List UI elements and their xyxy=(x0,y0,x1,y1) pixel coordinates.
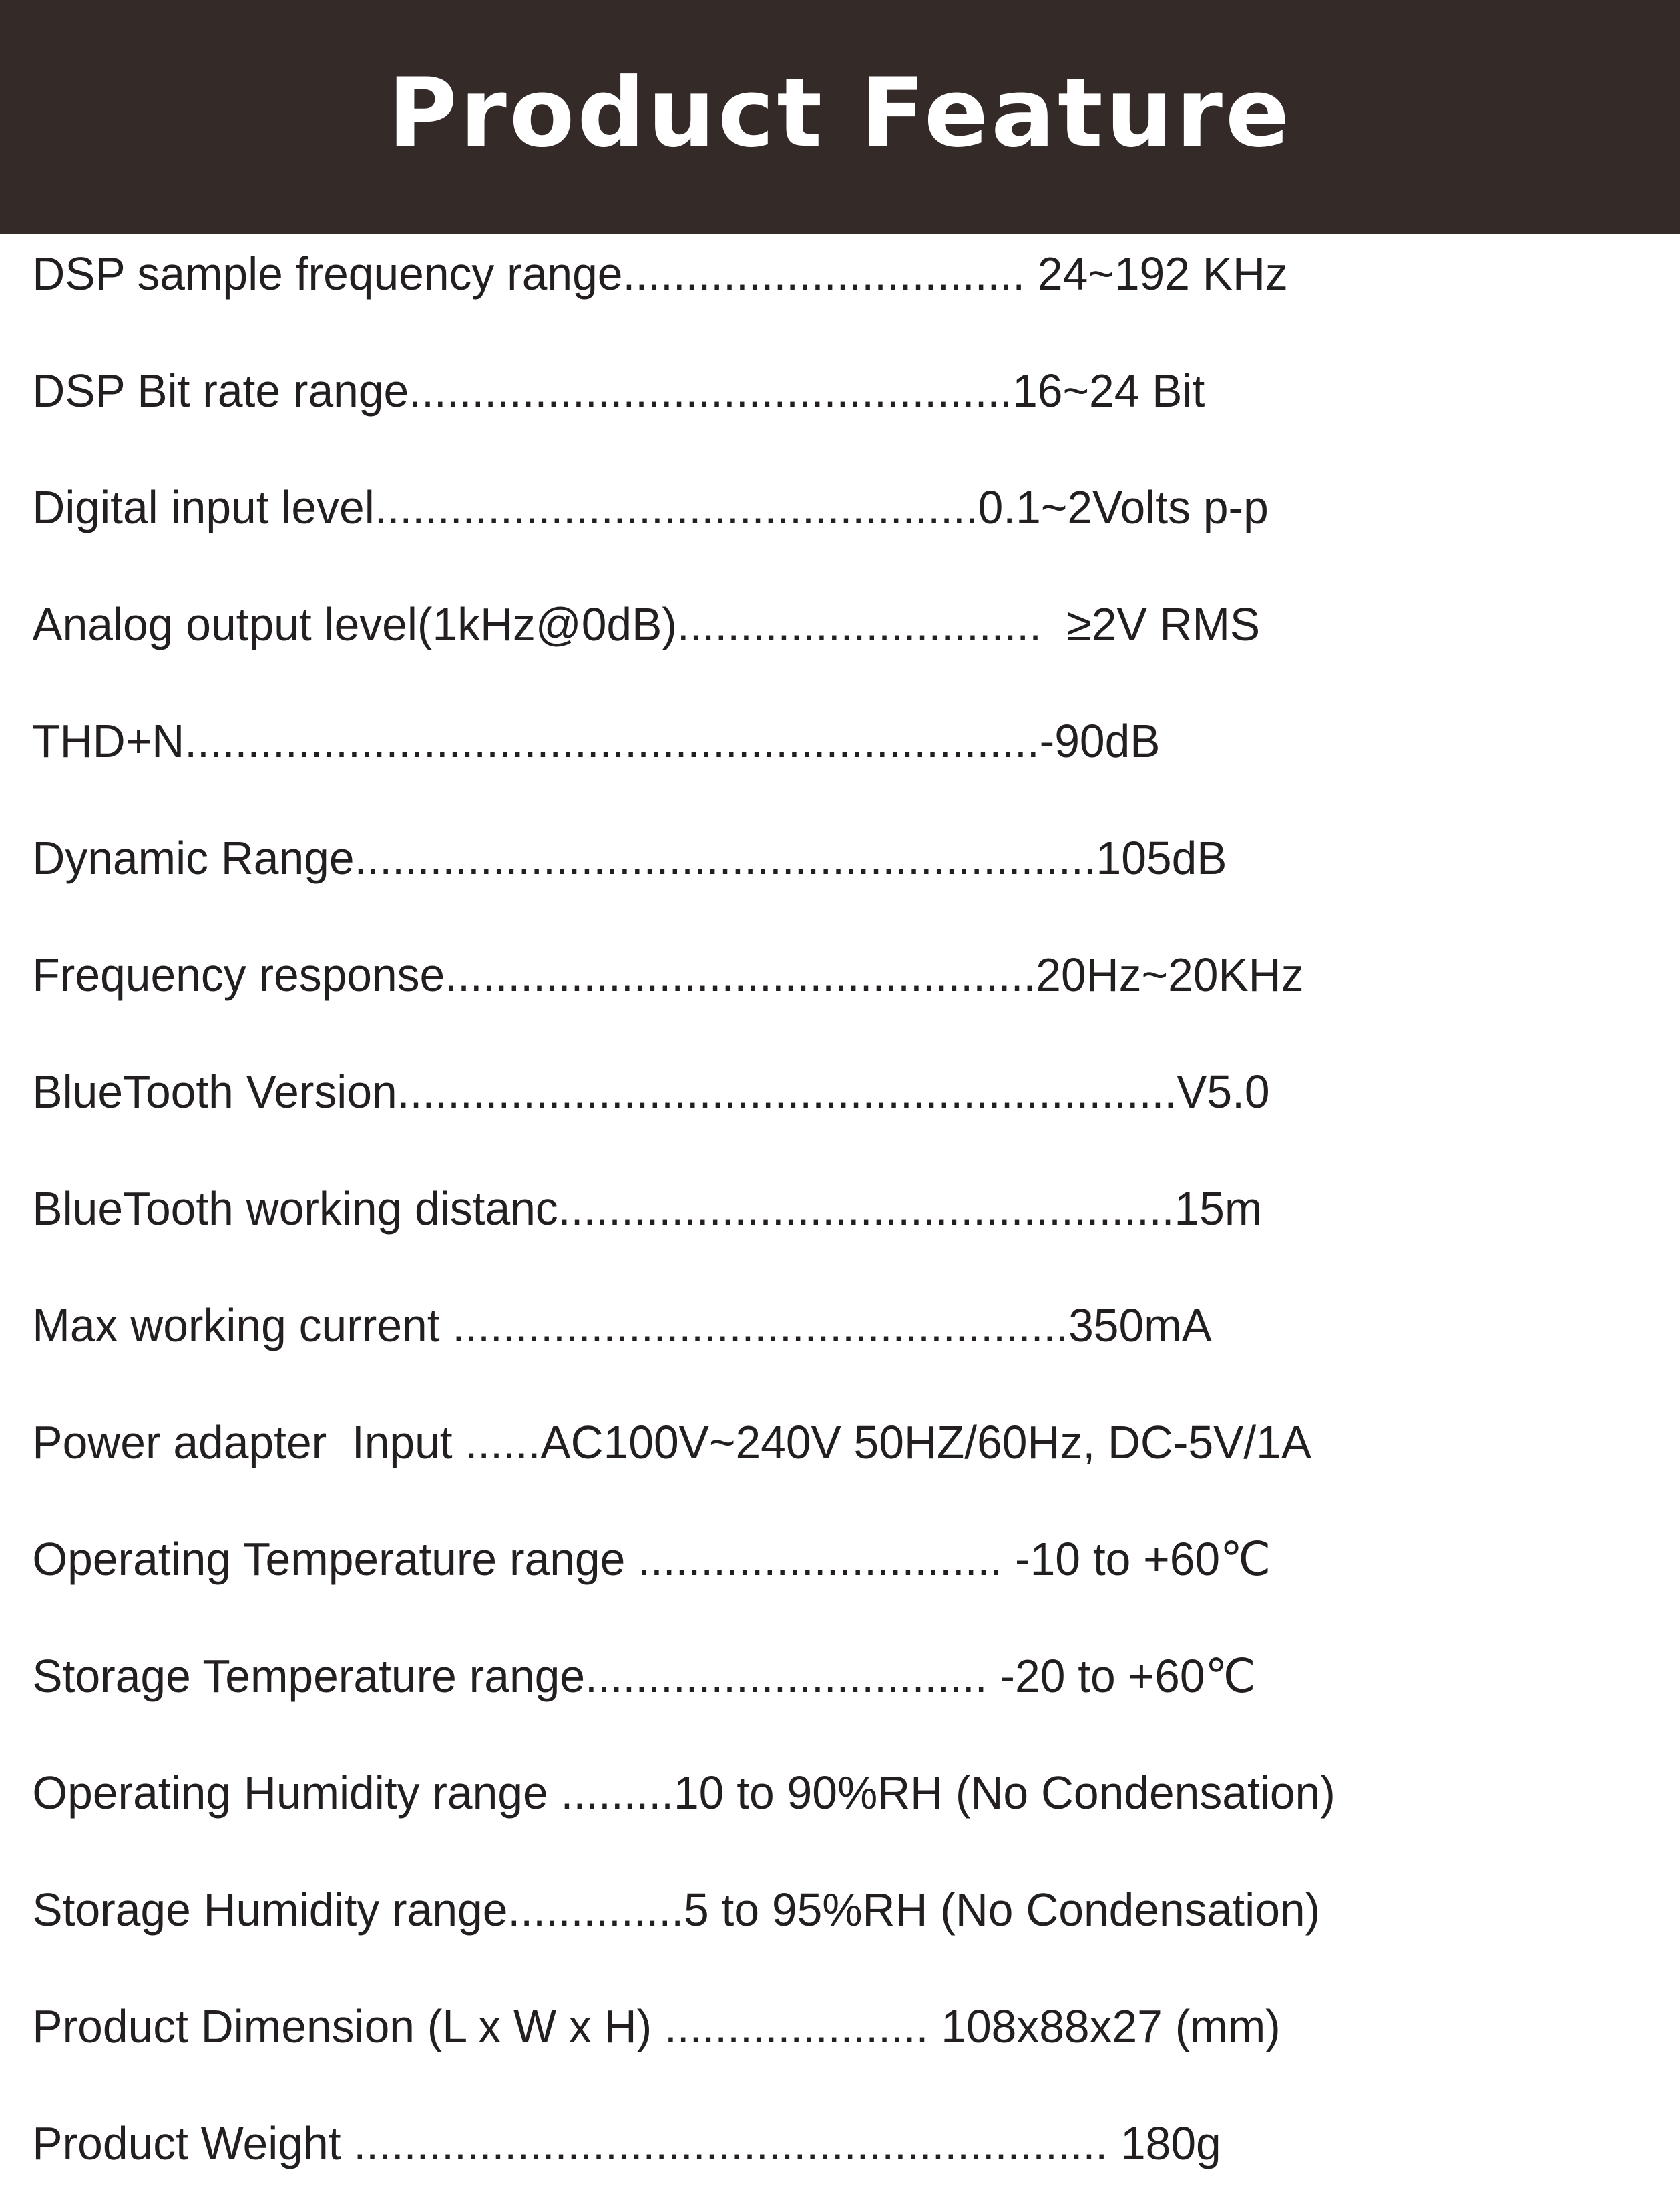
spec-leader-dots: ................................ xyxy=(585,1650,1000,1702)
spec-value: -20 to +60℃ xyxy=(1000,1650,1256,1702)
spec-label: DSP Bit rate range xyxy=(32,365,409,417)
spec-label: Operating Humidity range xyxy=(32,1767,561,1819)
spec-leader-dots: ............................. xyxy=(638,1533,1016,1585)
spec-value: 108x88x27 (mm) xyxy=(941,2000,1281,2052)
spec-value: 20Hz~20KHz xyxy=(1036,949,1304,1001)
spec-label: THD+N xyxy=(32,715,185,767)
spec-label: Product Weight xyxy=(32,2117,354,2169)
spec-leader-dots: ............................................................ xyxy=(353,2117,1120,2169)
spec-row-dsp-sample-frequency xyxy=(0,234,1627,314)
spec-label: BlueTooth working distanc xyxy=(32,1182,558,1235)
spec-value: 5 to 95%RH (No Condensation) xyxy=(684,1884,1321,1936)
spec-list xyxy=(0,234,1680,2194)
spec-leader-dots: ........................................................... xyxy=(354,832,1096,884)
spec-value: ≥2V RMS xyxy=(1066,598,1261,650)
spec-value: 10 to 90%RH (No Condensation) xyxy=(673,1767,1335,1819)
spec-value: -10 to +60℃ xyxy=(1015,1533,1271,1585)
spec-leader-dots: ...... xyxy=(465,1416,541,1468)
spec-leader-dots: ......... xyxy=(560,1767,674,1819)
spec-value: V5.0 xyxy=(1177,1066,1270,1118)
spec-value: 24~192 KHz xyxy=(1037,248,1288,300)
spec-row-analog-output-level xyxy=(0,584,1627,664)
spec-label: Power adapter Input xyxy=(32,1416,465,1468)
spec-leader-dots: .............. xyxy=(507,1884,684,1936)
spec-row-power-adapter-input xyxy=(0,1402,1627,1482)
spec-label: DSP sample frequency range xyxy=(32,248,623,300)
spec-leader-dots: .................................................................... xyxy=(184,715,1040,767)
spec-leader-dots: ................................................. xyxy=(452,1299,1069,1351)
spec-leader-dots: ..................... xyxy=(664,2000,941,2052)
spec-label: Digital input level xyxy=(32,481,375,533)
spec-leader-dots: .............................................................. xyxy=(397,1066,1177,1118)
spec-value: 0.1~2Volts p-p xyxy=(978,481,1269,533)
spec-row-bluetooth-distance xyxy=(0,1168,1627,1249)
spec-row-product-dimension xyxy=(0,1986,1627,2066)
spec-label: Storage Temperature range xyxy=(32,1650,586,1702)
spec-leader-dots: ............................................... xyxy=(445,949,1036,1001)
spec-row-frequency-response xyxy=(0,935,1627,1015)
spec-row-bluetooth-version xyxy=(0,1052,1627,1132)
spec-value: 105dB xyxy=(1096,832,1227,884)
spec-row-dynamic-range xyxy=(0,818,1627,898)
spec-row-storage-humidity xyxy=(0,1870,1627,1950)
spec-row-thd-n xyxy=(0,701,1627,781)
spec-row-digital-input-level xyxy=(0,467,1627,547)
spec-row-max-working-current xyxy=(0,1285,1627,1365)
spec-leader-dots: ................................ xyxy=(622,248,1038,300)
spec-value: AC100V~240V 50HZ/60Hz, DC-5V/1A xyxy=(540,1416,1312,1468)
spec-label: Analog output level(1kHz@0dB) xyxy=(32,598,677,650)
spec-row-storage-temperature xyxy=(0,1636,1627,1716)
header-banner xyxy=(0,0,1680,234)
spec-leader-dots: ................................................ xyxy=(374,481,978,533)
spec-value: 16~24 Bit xyxy=(1012,365,1205,417)
spec-row-product-weight xyxy=(0,2103,1627,2183)
spec-label: Dynamic Range xyxy=(32,832,355,884)
spec-label: Product Dimension (L x W x H) xyxy=(32,2000,664,2052)
spec-value: 180g xyxy=(1120,2117,1221,2169)
spec-label: Frequency response xyxy=(32,949,445,1001)
spec-row-operating-humidity xyxy=(0,1753,1627,1833)
spec-value: 350mA xyxy=(1068,1299,1212,1351)
spec-value: -90dB xyxy=(1039,715,1161,767)
spec-label: Max working current xyxy=(32,1299,453,1351)
spec-leader-dots: ................................................. xyxy=(558,1182,1175,1235)
spec-value: 15m xyxy=(1174,1182,1263,1235)
spec-label: Storage Humidity range xyxy=(32,1884,508,1936)
spec-row-dsp-bit-rate xyxy=(0,351,1627,431)
spec-leader-dots: ................................................ xyxy=(409,365,1013,417)
spec-label: Operating Temperature range xyxy=(32,1533,638,1585)
spec-leader-dots: ............................. xyxy=(676,598,1067,650)
page-title: Product Feature xyxy=(387,58,1293,168)
spec-row-operating-temperature xyxy=(0,1519,1627,1599)
spec-label: BlueTooth Version xyxy=(32,1066,397,1118)
